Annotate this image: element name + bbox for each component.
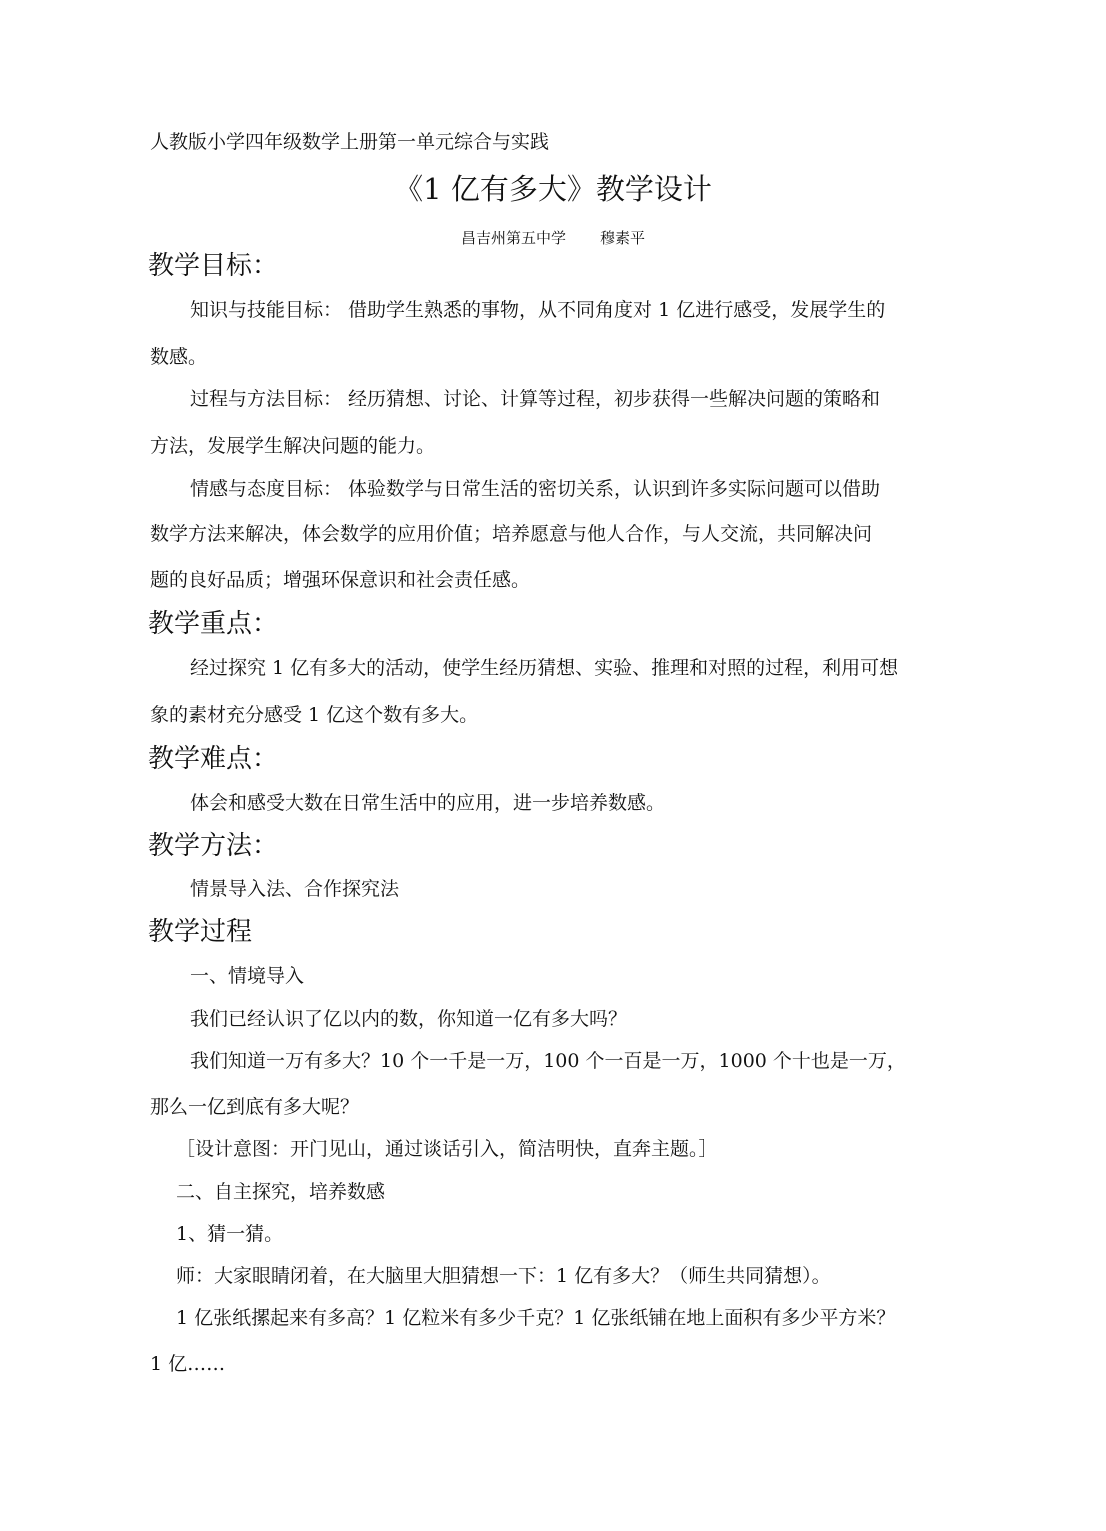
- step-one-title: 1、猜一猜。: [176, 1223, 284, 1245]
- intro-paragraph-cont: 那么一亿到底有多大呢？: [150, 1096, 360, 1118]
- objectives-heading: 教学目标：: [148, 251, 279, 281]
- methods-heading: 教学方法：: [148, 831, 279, 861]
- knowledge-objective: 知识与技能目标： 借助学生熟悉的事物，从不同角度对 1 亿进行感受，发展学生的: [190, 299, 886, 321]
- process-objective-cont: 方法，发展学生解决问题的能力。: [150, 435, 436, 457]
- intro-question: 我们已经认识了亿以内的数，你知道一亿有多大吗？: [190, 1008, 628, 1030]
- teacher-name: 穆素平: [600, 229, 646, 247]
- process-heading: 教学过程: [148, 917, 253, 947]
- intro-paragraph: 我们知道一万有多大？10 个一千是一万，100 个一百是一万，1000 个十也是一万，: [190, 1050, 906, 1072]
- part-two-title: 二、自主探究，培养数感: [176, 1181, 386, 1203]
- teacher-prompt: 师：大家眼睛闭着，在大脑里大胆猜想一下：1 亿有多大？（师生共同猜想）。: [176, 1265, 831, 1287]
- emotion-objective-cont1: 数学方法来解决，体会数学的应用价值；培养愿意与他人合作，与人交流，共同解决问: [150, 523, 873, 545]
- series-title: 人教版小学四年级数学上册第一单元综合与实践: [150, 131, 550, 153]
- knowledge-objective-cont: 数感。: [150, 346, 208, 368]
- guess-questions-cont: 1 亿……: [150, 1353, 226, 1375]
- emotion-objective-cont2: 题的良好品质；增强环保意识和社会责任感。: [150, 569, 531, 591]
- part-one-title: 一、情境导入: [190, 965, 305, 987]
- difficulties-text: 体会和感受大数在日常生活中的应用，进一步培养数感。: [190, 792, 666, 814]
- author-line: [0, 226, 1106, 250]
- school-name: 昌吉州第五中学: [460, 229, 566, 247]
- emotion-objective: 情感与态度目标： 体验数学与日常生活的密切关系，认识到许多实际问题可以借助: [190, 478, 881, 500]
- key-points-text-cont: 象的素材充分感受 1 亿这个数有多大。: [150, 704, 479, 726]
- key-points-text: 经过探究 1 亿有多大的活动，使学生经历猜想、实验、推理和对照的过程，利用可想: [190, 657, 899, 679]
- process-objective: 过程与方法目标： 经历猜想、讨论、计算等过程，初步获得一些解决问题的策略和: [190, 388, 881, 410]
- guess-questions: 1 亿张纸摞起来有多高？1 亿粒米有多少千克？1 亿张纸铺在地上面积有多少平方米？: [176, 1307, 896, 1329]
- document-title: 《1 亿有多大》教学设计: [394, 172, 712, 206]
- key-points-heading: 教学重点：: [148, 609, 279, 639]
- design-note: ［设计意图：开门见山，通过谈话引入，简洁明快，直奔主题。］: [176, 1138, 718, 1160]
- methods-text: 情景导入法、合作探究法: [190, 878, 400, 900]
- difficulties-heading: 教学难点：: [148, 744, 279, 774]
